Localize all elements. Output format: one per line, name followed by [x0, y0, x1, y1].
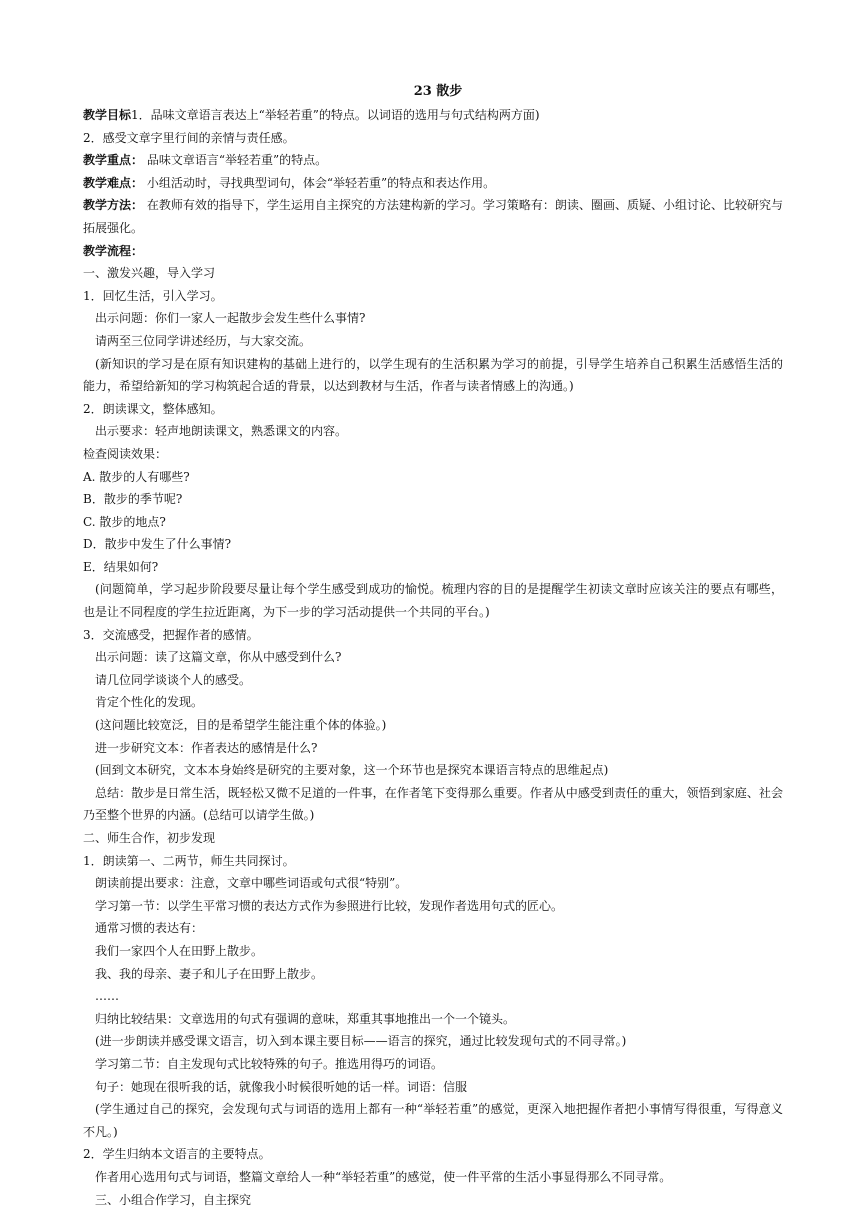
goals-text-1: 1．品味文章语言表达上“举轻若重”的特点。以词语的选用与句式结构两方面): [131, 108, 540, 122]
check-item-d: D．散步中发生了什么事情?: [83, 537, 232, 552]
part2-step1-learn1: 学习第一节：以学生平常习惯的表达方式作为参照进行比较，发现作者选用句式的匠心。: [95, 898, 564, 913]
part1-step3-affirm: 肯定个性化的发现。: [95, 695, 204, 710]
key-point-text: 品味文章语言“举轻若重”的特点。: [146, 153, 328, 168]
part2-step2-text: 作者用心选用句式与词语，整篇文章给人一种“举轻若重”的感觉，使一件平常的生活小事显得那么不同寻常。: [95, 1169, 672, 1184]
check-item-e: E．结果如何?: [83, 559, 159, 574]
check-item-b: B．散步的季节呢?: [83, 492, 183, 507]
page-title: 23 散步: [413, 84, 463, 99]
part1-step2-requirement: 出示要求：轻声地朗读课文，熟悉课文的内容。: [95, 424, 348, 439]
part1-step3-title: 3．交流感受，把握作者的感情。: [83, 627, 259, 642]
flow-label: 教学流程：: [83, 243, 144, 258]
part1-step3-note1: (这问题比较宽泛，目的是希望学生能注重个体的体验。): [95, 718, 387, 733]
part1-heading: 一、激发兴趣，导入学习: [83, 266, 216, 281]
part1-step3-summary: 总结：散步是日常生活，既轻松又微不足道的一件事，在作者笔下变得那么重要。作者从中感受到责任的重大，领悟到家庭、社会乃至整个世界的内涵。(总结可以请学生做。): [83, 785, 783, 823]
part2-step1-example1: 我们一家四个人在田野上散步。: [95, 943, 264, 958]
part2-step1-ellipsis: ……: [95, 989, 119, 1004]
method-paragraph: [83, 194, 783, 239]
part1-step1-invite: 请两至三位同学讲述经历，与大家交流。: [95, 333, 312, 348]
part1-step1-note: (新知识的学习是在原有知识建构的基础上进行的，以学生现有的生活积累为学习的前提，引导学生培养自己积累生活感悟生活的能力，希望给新知的学习构筑起合适的背景，以达到教材与生活，作者与读者情感上的沟通。): [83, 356, 783, 394]
part2-step1-example2: 我、我的母亲、妻子和儿子在田野上散步。: [95, 966, 324, 981]
part1-step3-invite: 请几位同学谈谈个人的感受。: [95, 672, 252, 687]
part2-step1-sentence: 句子：她现在很听我的话，就像我小时候很听她的话一样。词语：信服: [95, 1079, 468, 1094]
goals-label: 教学目标: [83, 108, 132, 122]
part2-step1-title: 1．朗读第一、二两节，师生共同探讨。: [83, 853, 295, 868]
difficulty-label: 教学难点：: [83, 175, 144, 190]
method-label: 教学方法：: [83, 198, 144, 213]
method-text: 在教师有效的指导下，学生运用自主探究的方法建构新的学习。学习策略有：朗读、圈画、质疑、小组讨论、比较研究与拓展强化。: [83, 198, 783, 235]
part3-heading: 三、小组合作学习，自主探究: [95, 1192, 252, 1207]
key-point-label: 教学重点：: [83, 153, 144, 168]
lesson-plan-page: [83, 82, 783, 1211]
part2-step1-learn2: 学习第二节：自主发现句式比较特殊的句子。推选用得巧的词语。: [95, 1056, 444, 1071]
part1-step3-question: 出示问题：读了这篇文章，你从中感受到什么?: [95, 650, 342, 665]
check-item-a: A. 散步的人有哪些?: [83, 469, 190, 484]
part2-step1-usual: 通常习惯的表达有：: [95, 921, 204, 936]
part1-step3-note2: (回到文本研究，文本本身始终是研究的主要对象，这一个环节也是探究本课语言特点的思维起点): [95, 763, 609, 778]
difficulty-text: 小组活动时，寻找典型词句，体会“举轻若重”的特点和表达作用。: [146, 175, 496, 190]
part2-step1-note2: (学生通过自己的探究，会发现句式与词语的选用上都有一种“举轻若重”的感觉，更深入地把握作者把小事情写得很重，写得意义不凡。): [83, 1102, 783, 1139]
part2-heading: 二、师生合作，初步发现: [83, 831, 216, 845]
check-item-c: C. 散步的地点?: [83, 514, 166, 529]
part1-step1-question: 出示问题：你们一家人一起散步会发生些什么事情?: [95, 311, 366, 326]
part2-step1-note1: (进一步朗读并感受课文语言，切入到本课主要目标——语言的探究，通过比较发现句式的不同寻常。): [95, 1034, 627, 1049]
part1-step2-title: 2．朗读课文，整体感知。: [83, 401, 223, 416]
goals-line-2: 2．感受文章字里行间的亲情与责任感。: [83, 130, 295, 145]
key-point-line: [83, 149, 783, 172]
part2-step2-title: 2．学生归纳本文语言的主要特点。: [83, 1147, 271, 1162]
goals-line-1: [83, 104, 783, 127]
check-label: 检查阅读效果：: [83, 446, 168, 461]
difficulty-line: [83, 172, 783, 195]
part1-step1-title: 1．回忆生活，引入学习。: [83, 288, 223, 303]
part2-step1-result: 归纳比较结果：文章选用的句式有强调的意味，郑重其事地推出一个一个镜头。: [95, 1011, 516, 1026]
part2-step1-requirement: 朗读前提出要求：注意，文章中哪些词语或句式很“特别”。: [95, 876, 408, 891]
part1-step3-further: 进一步研究文本：作者表达的感情是什么?: [95, 740, 318, 755]
check-note: (问题简单，学习起步阶段要尽量让每个学生感受到成功的愉悦。梳理内容的目的是提醒学生初读文章时应该关注的要点有哪些，也是让不同程度的学生拉近距离，为下一步的学习活动提供一个共同的平台。): [83, 582, 783, 620]
